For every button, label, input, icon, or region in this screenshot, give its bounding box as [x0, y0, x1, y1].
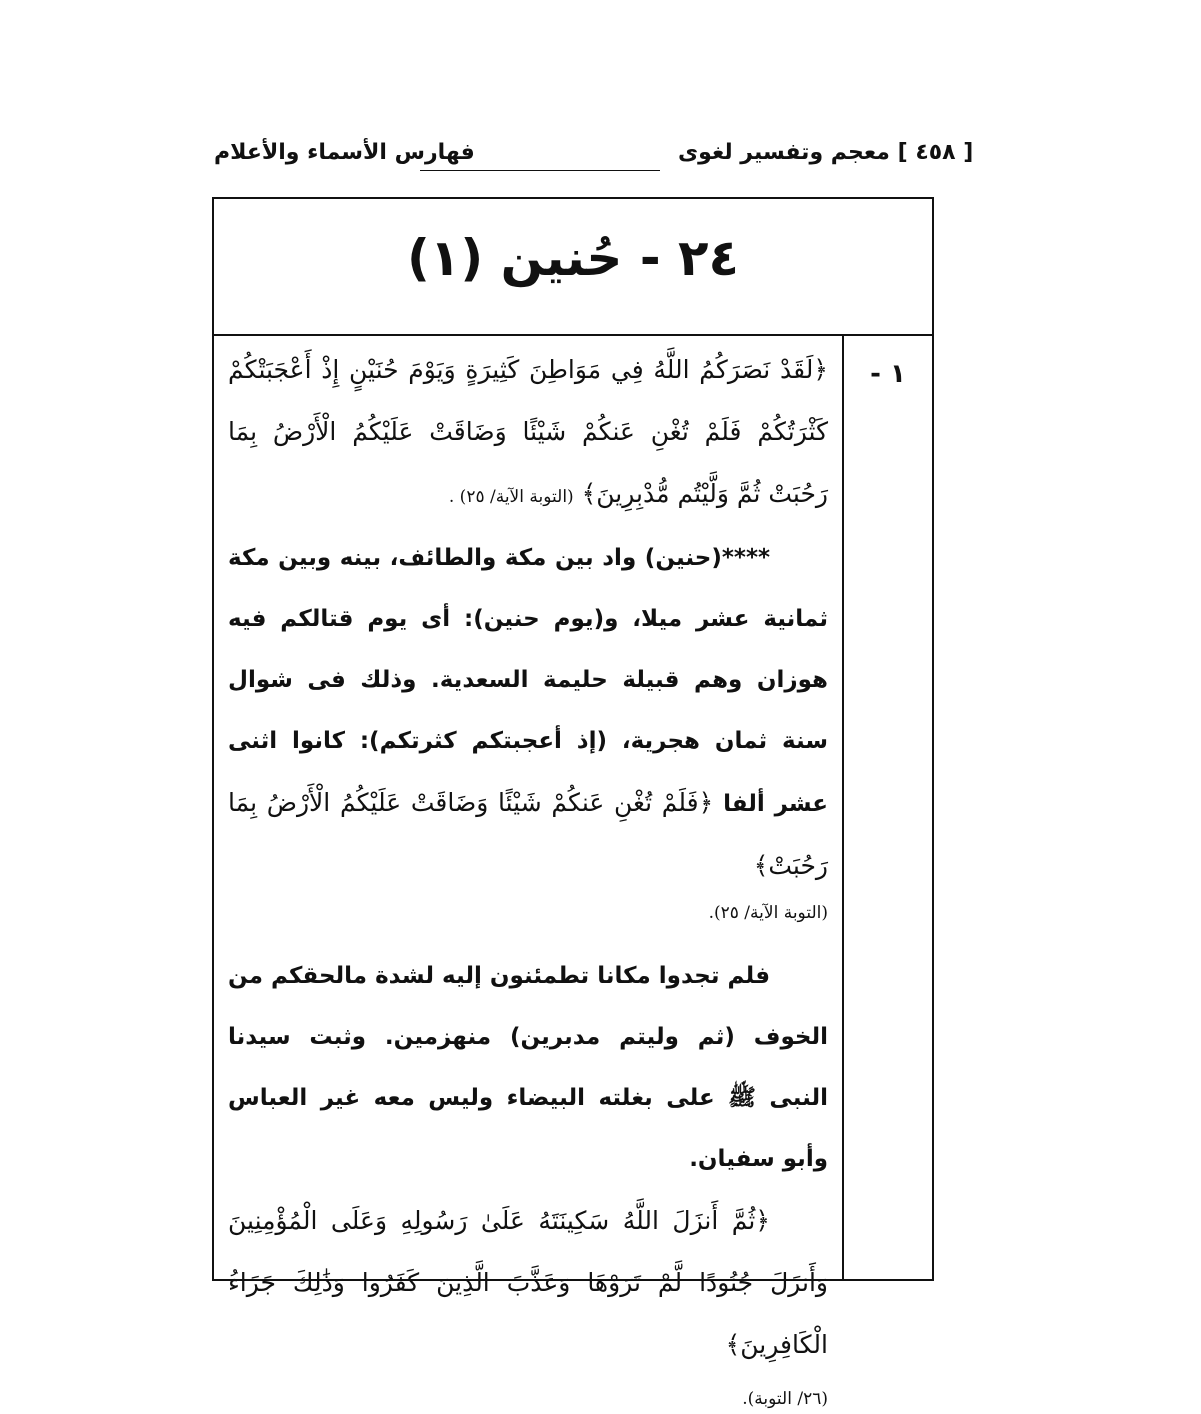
entry-frame [212, 197, 934, 1409]
verse-reference: (التوبة الآية/ ٢٥) . [448, 487, 574, 507]
commentary-text: ****(حنين) واد بين مكة والطائف، بينه وبين مكة ثمانية عشر ميلا، و(يوم حنين): أى يوم قتالكم فيه هوزان وهم قبيلة حليمة السعدية. وذلك فى شوال سنة ثمان هجرية، (إذ أعجبتكم كثرتكم): كانوا اثنى عشر ألفا [228, 545, 828, 817]
header-rule [420, 170, 660, 171]
item-number: ١ - [870, 359, 906, 389]
commentary-paragraph-2: فلم تجدوا مكانا تطمئنون إليه لشدة مالحقكم من الخوف (ثم وليتم مدبرين) منهزمين. وثبت سيدنا النبى ﷺ على بغلته البيضاء وليس معه غير العباس وأبو سفيان. [228, 963, 828, 1172]
column-divider [842, 336, 844, 1279]
commentary-paragraph-1 [228, 528, 828, 898]
section-title: فهارس الأسماء والأعلام [214, 140, 475, 165]
verse-block-2: ﴿ثُمَّ أَنزَلَ اللَّهُ سَكِينَتَهُ عَلَىٰ رَسُولِهِ وَعَلَى الْمُؤْمِنِينَ وَأَنزَلَ جُنُودًا لَّمْ تَرَوْهَا وَعَذَّبَ الَّذِينَ كَفَرُوا وَذَٰلِكَ جَزَاءُ الْكَافِرِينَ﴾ [228, 1206, 828, 1359]
page-number: [ ٤٥٨ ] [897, 140, 974, 165]
entry-title: ٢٤ - حُنين (١) [406, 229, 740, 287]
verse-2-reference: (٢٦/ التوبة). [742, 1389, 828, 1409]
verse-text: ﴿لَقَدْ نَصَرَكُمُ اللَّهُ فِي مَوَاطِنَ كَثِيرَةٍ وَيَوْمَ حُنَيْنٍ إِذْ أَعْجَبَتْكُمْ كَثْرَتُكُمْ فَلَمْ تُغْنِ عَنكُمْ شَيْئًا وَضَاقَتْ عَلَيْكُمُ الْأَرْضُ بِمَا رَحُبَتْ ثُمَّ وَلَّيْتُم مُّدْبِرِينَ﴾ [228, 355, 828, 508]
quote-reference: (التوبة الآية/ ٢٥). [708, 903, 828, 923]
running-header [678, 140, 973, 165]
verse-block-1 [228, 339, 828, 528]
title-band [214, 199, 932, 336]
book-title: معجم وتفسير لغوى [678, 140, 890, 165]
inline-quote: ﴿فَلَمْ تُغْنِ عَنكُمْ شَيْئًا وَضَاقَتْ عَلَيْكُمُ الْأَرْضُ بِمَا رَحُبَتْ﴾ [228, 788, 828, 880]
entry-body [228, 339, 828, 1414]
